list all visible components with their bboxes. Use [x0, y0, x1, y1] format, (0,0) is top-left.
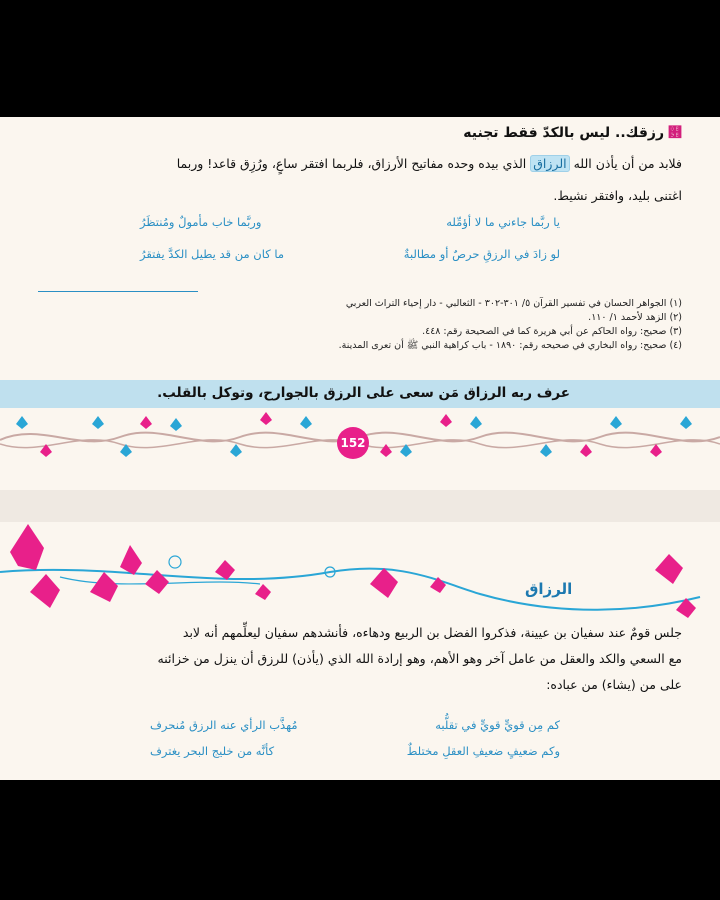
poem2-verse-2-left: كأنَّه من خليج البحر يغترف — [150, 744, 275, 758]
para-text-1: فلابد من أن يأذن الله — [569, 156, 682, 171]
footnote-divider — [38, 291, 198, 292]
footnotes — [38, 297, 682, 353]
section-title-text: رزقك.. ليس بالكدّ فقط تجنيه — [463, 125, 664, 141]
footnote-4: (٤) صحيح: رواه البخاري في صحيحه رقم: ١٨٩٠ - باب كراهية النبي ﷺ أن تعرى المدينة. — [338, 340, 682, 351]
footnote-2: (٢) الزهد لأحمد ١/ ١١٠. — [588, 312, 682, 323]
page-number-badge: 152 — [337, 427, 369, 459]
intro-paragraph-line2: اغتنى بليد، وافتقر نشيط. — [553, 188, 682, 203]
story-line-1: جلس قومٌ عند سفيان بن عيينة، فذكروا الفضل بن الربيع ودهاءه، فأنشدهم سفيان ليعلِّمهم أنه لابد — [182, 625, 682, 640]
poem-verse-2-right: لو زادَ في الرزقِ حرصٌ أو مطالبةٌ — [403, 247, 560, 261]
story-line-2: مع السعي والكد والعقل من عامل آخر وهو الأهم، وهو إرادة الله الذي (يأذن) للرزق أن ينزل من خزائنه — [157, 651, 682, 666]
page-gap — [0, 490, 720, 522]
footnote-1: (١) الجواهر الحسان في تفسير القرآن ٥/ ٣٠١-٣٠٢ - الثعالبي - دار إحياء التراث العربي — [345, 298, 682, 309]
poem-verse-1-left: وربَّما خاب مأمولٌ ومُنتظَرُ — [140, 215, 262, 229]
summary-banner — [0, 380, 720, 408]
intro-paragraph — [38, 153, 682, 175]
book-page-bottom — [0, 522, 720, 780]
story-line-3: على من (يشاء) من عباده: — [546, 677, 682, 692]
poem2-verse-2-right: وكم ضعيفٍ ضعيفِ العقلِ مختلطٌ — [406, 744, 560, 758]
summary-banner-text: عرف ربه الرزاق مَن سعى على الرزق بالجوارح، وتوكل بالقلب. — [157, 385, 570, 401]
floral-header-decoration — [0, 522, 720, 632]
para-text-1b: الذي بيده وحده مفاتيح الأرزاق، فلربما افتقر ساعٍ، ورُزِق قاعد! وربما — [176, 156, 531, 171]
poem2-verse-1-left: مُهذَّب الرأي عنه الرزق مُنحرف — [150, 718, 298, 732]
title-ornament: ଻ — [668, 125, 682, 141]
footnote-3: (٣) صحيح: رواه الحاكم عن أبي هريرة كما في الصحيحة رقم: ٤٤٨. — [422, 326, 682, 337]
section-header-title: الرزاق — [525, 580, 573, 598]
book-page-top — [0, 117, 720, 490]
poem-verse-1-right: يا ربَّما جاءني ما لا أؤمِّله — [446, 215, 560, 229]
poem2-verse-1-right: كم مِن قويٍّ قويٍّ في تقلُّبه — [435, 718, 560, 732]
poem-verse-2-left: ما كان من قد يطيل الكدَّ يفتقرُ — [140, 247, 285, 261]
highlighted-word: الرزاق — [530, 155, 569, 172]
section-title — [38, 125, 682, 141]
